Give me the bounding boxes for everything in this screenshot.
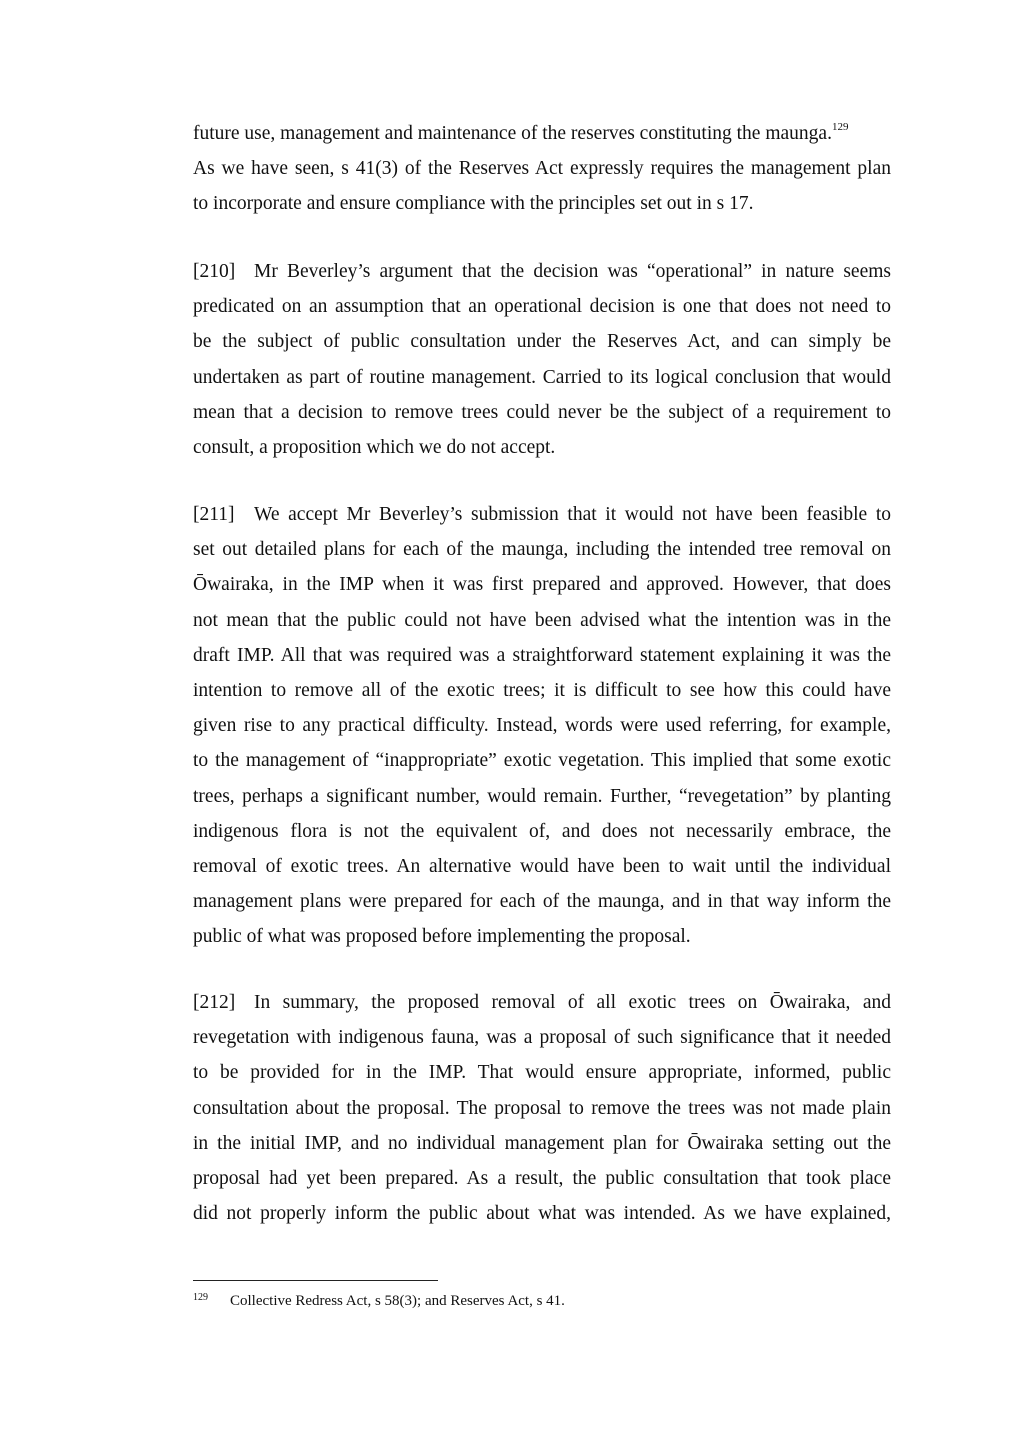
paragraph-line: public of what was proposed before implementing the proposal. xyxy=(193,926,691,948)
paragraph-line: intention to remove all of the exotic trees; it is difficult to see how this could have xyxy=(193,679,891,701)
paragraph-line: predicated on an assumption that an operational decision is one that does not need to xyxy=(193,296,891,318)
footnote: 129 Collective Redress Act, s 58(3); and Reserves Act, s 41. xyxy=(193,1292,565,1309)
paragraph-line: removal of exotic trees. An alternative would have been to wait until the individual xyxy=(193,855,891,877)
paragraph-212 xyxy=(193,985,891,1231)
paragraph-number: [210] xyxy=(193,261,236,282)
paragraph-210 xyxy=(193,254,891,465)
paragraph-211 xyxy=(193,497,891,954)
paragraph-line: [212] In summary, the proposed removal of all exotic trees on Ōwairaka, and xyxy=(193,985,891,1020)
paragraph-line: management plans were prepared for each of the maunga, and in that way inform the xyxy=(193,891,891,913)
paragraph-line: Ōwairaka, in the IMP when it was first prepared and approved. However, that does xyxy=(193,574,891,596)
paragraph-line: indigenous flora is not the equivalent of, and does not necessarily embrace, the xyxy=(193,820,891,842)
paragraph-line: be the subject of public consultation under the Reserves Act, and can simply be xyxy=(193,331,891,353)
paragraph-line: proposal had yet been prepared. As a result, the public consultation that took place xyxy=(193,1167,891,1189)
footnote-separator xyxy=(193,1280,438,1281)
paragraph-line: undertaken as part of routine management. Carried to its logical conclusion that would xyxy=(193,366,891,388)
paragraph-line: consult, a proposition which we do not accept. xyxy=(193,436,556,458)
paragraph-line: [211] We accept Mr Beverley’s submission that it would not have been feasible to xyxy=(193,497,891,532)
paragraph-line: did not properly inform the public about what was intended. As we have explained, xyxy=(193,1203,891,1225)
paragraph-line: not mean that the public could not have been advised what the intention was in the xyxy=(193,609,891,631)
paragraph-line: to be provided for in the IMP. That would ensure appropriate, informed, public xyxy=(193,1062,891,1084)
paragraph-line: future use, management and maintenance of the reserves constituting the maunga.$^{129}$ xyxy=(193,121,849,144)
paragraph-number: [211] xyxy=(193,504,235,525)
paragraph-line: revegetation with indigenous fauna, was a proposal of such significance that it needed xyxy=(193,1027,891,1049)
paragraph-line: trees, perhaps a significant number, would remain. Further, “revegetation” by planting xyxy=(193,785,891,807)
footnote-reference[interactable]: 129 xyxy=(831,121,849,133)
paragraph-line: to incorporate and ensure compliance with the principles set out in s 17. xyxy=(193,193,754,215)
paragraph-line: mean that a decision to remove trees could never be the subject of a requirement to xyxy=(193,401,891,423)
paragraph-number: [212] xyxy=(193,992,236,1013)
footnote-text: Collective Redress Act, s 58(3); and Reserves Act, s 41. xyxy=(230,1293,565,1309)
opening-paragraph xyxy=(193,116,891,222)
paragraph-line: consultation about the proposal. The proposal to remove the trees was not made plain xyxy=(193,1097,891,1119)
paragraph-line: draft IMP. All that was required was a straightforward statement explaining it was the xyxy=(193,644,891,666)
paragraph-line: set out detailed plans for each of the maunga, including the intended tree removal on xyxy=(193,539,891,561)
paragraph-line: to the management of “inappropriate” exotic vegetation. This implied that some exotic xyxy=(193,750,891,772)
paragraph-line: given rise to any practical difficulty. Instead, words were used referring, for example, xyxy=(193,715,891,737)
paragraph-line: in the initial IMP, and no individual management plan for Ōwairaka setting out the xyxy=(193,1132,891,1154)
paragraph-line: As we have seen, s 41(3) of the Reserves Act expressly requires the management plan xyxy=(193,158,891,180)
paragraph-line: [210] Mr Beverley’s argument that the decision was “operational” in nature seems xyxy=(193,254,891,289)
